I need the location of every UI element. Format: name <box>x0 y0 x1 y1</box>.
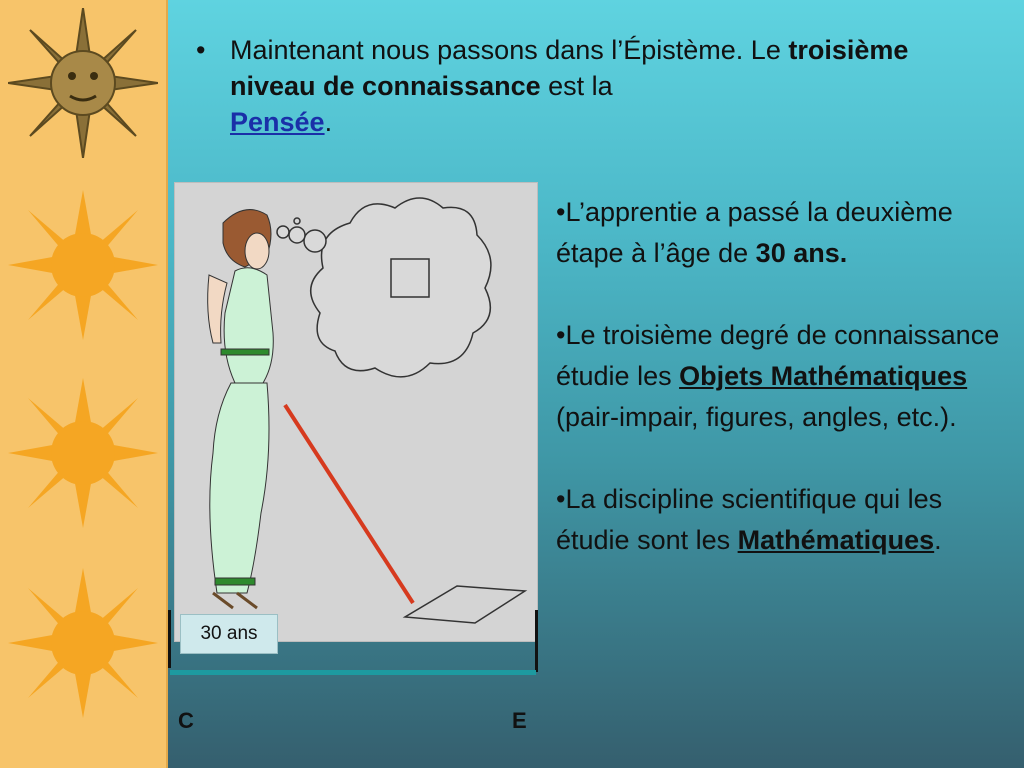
point-discipline: •La discipline scientifique qui les étudie sont les Mathématiques. <box>556 484 943 555</box>
intro-text: Maintenant nous passons dans l’Épistème. Le <box>230 35 789 65</box>
intro-end: . <box>324 107 333 137</box>
illustration-panel <box>174 182 538 642</box>
intro-text-mid: est la <box>540 71 613 101</box>
scale-label-c: C <box>178 708 194 733</box>
apprentice-thinking-illustration <box>175 183 537 641</box>
point-objects: •Le troisième degré de connaissance étudie les Objets Mathématiques (pair-impair, figures, angles, etc.). <box>556 320 1000 432</box>
age-bold: 30 ans. <box>755 238 848 268</box>
intro-bullet <box>196 32 996 140</box>
point-age: •L’apprentie a passé la deuxième étape à l’âge de 30 ans. <box>556 197 953 268</box>
sun-icon <box>8 378 158 528</box>
sun-face-icon <box>8 8 158 158</box>
age-label: 30 ans <box>180 614 278 654</box>
pointer-stick <box>285 405 413 603</box>
intro-bold: troisième niveau de connaissance <box>230 35 909 101</box>
floor-shape <box>405 586 525 623</box>
right-column <box>556 192 1006 602</box>
mathematiques: Mathématiques <box>737 525 935 555</box>
decorative-sidebar <box>0 0 168 768</box>
apprentice-figure <box>208 210 274 608</box>
scale-left-tick <box>168 610 171 668</box>
pensee-link[interactable]: Pensée <box>230 107 325 137</box>
sun-icon <box>8 568 158 718</box>
scale-right-tick <box>535 610 538 672</box>
sun-icon <box>8 190 158 340</box>
scale-line <box>170 670 536 675</box>
scale-label-e: E <box>512 708 527 733</box>
thought-cloud <box>277 198 491 377</box>
bullet-marker: • <box>196 35 206 65</box>
objets-mathematiques: Objets Mathématiques <box>679 361 968 391</box>
